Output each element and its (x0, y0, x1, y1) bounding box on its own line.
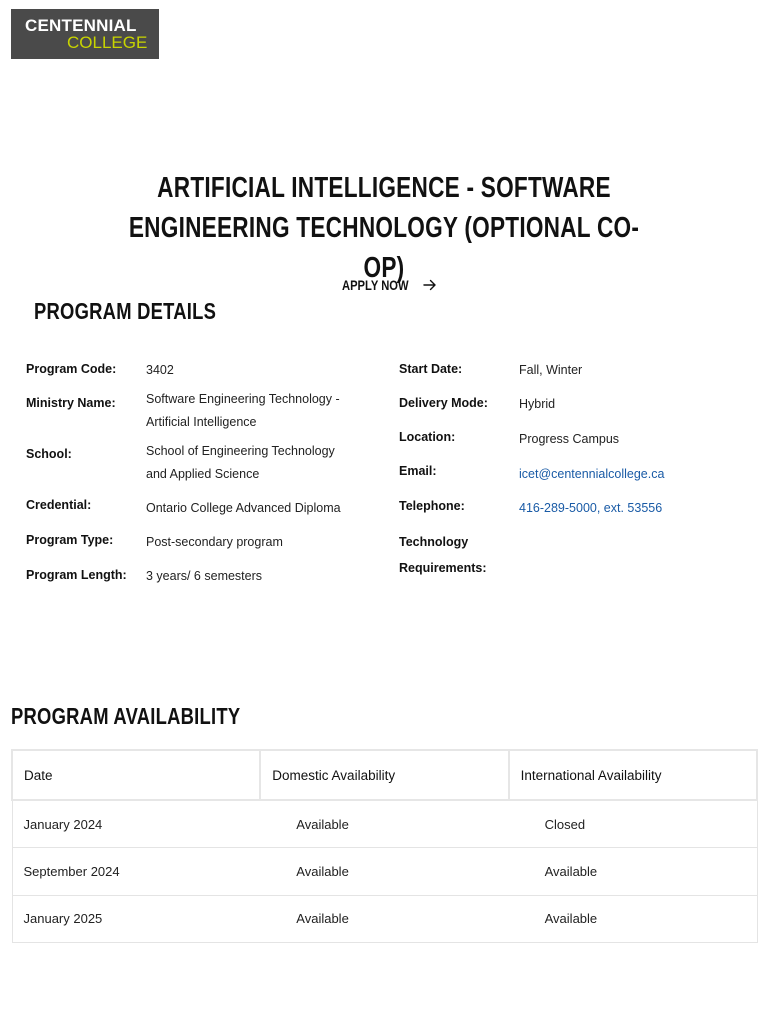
table-row (12, 800, 757, 848)
arrow-right-icon (423, 279, 437, 291)
date-cell: January 2025 (12, 895, 260, 943)
email-link[interactable]: icet@centennialcollege.ca (519, 467, 665, 481)
availability-table (11, 749, 758, 943)
delivery-mode-label: Delivery Mode: (399, 396, 488, 410)
program-availability-heading: PROGRAM AVAILABILITY (11, 703, 241, 729)
apply-now-link[interactable] (342, 277, 437, 293)
location-value: Progress Campus (519, 432, 620, 446)
page-title: ARTIFICIAL INTELLIGENCE - SOFTWARE ENGINEERING TECHNOLOGY (OPTIONAL CO-OP) (128, 172, 640, 284)
domestic-cell: Available (260, 800, 508, 848)
date-cell: September 2024 (12, 848, 260, 896)
technology-requirements-label: Technology Requirements: (399, 535, 487, 575)
telephone-link[interactable]: 416-289-5000, ext. 53556 (519, 501, 663, 515)
logo-line-2: COLLEGE (67, 33, 148, 52)
international-cell: Closed (509, 800, 757, 848)
domestic-cell: Available (260, 895, 508, 943)
program-code-value: 3402 (146, 363, 174, 377)
apply-now-label: APPLY NOW (342, 277, 409, 293)
program-code-label: Program Code: (26, 362, 117, 376)
table-row (12, 895, 757, 943)
school-label: School: (26, 447, 72, 461)
international-cell: Available (509, 895, 757, 943)
program-length-value: 3 years/ 6 semesters (146, 569, 263, 583)
ministry-name-label: Ministry Name: (26, 396, 116, 410)
credential-value: Ontario College Advanced Diploma (146, 501, 341, 515)
start-date-label: Start Date: (399, 362, 463, 376)
column-header-international: International Availability (509, 750, 757, 800)
logo-line-1: CENTENNIAL (25, 16, 137, 35)
location-label: Location: (399, 430, 456, 444)
column-header-date: Date (12, 750, 260, 800)
credential-label: Credential: (26, 498, 92, 512)
school-value: School of Engineering Technology and Applied Science (146, 444, 335, 481)
start-date-value: Fall, Winter (519, 363, 583, 377)
telephone-label: Telephone: (399, 499, 465, 513)
ministry-name-value: Software Engineering Technology - Artificial Intelligence (146, 392, 340, 429)
program-type-value: Post-secondary program (146, 535, 283, 549)
international-cell: Available (509, 848, 757, 896)
program-details-heading: PROGRAM DETAILS (34, 298, 217, 324)
domestic-cell: Available (260, 848, 508, 896)
table-header-row (12, 750, 757, 800)
email-label: Email: (399, 464, 437, 478)
program-type-label: Program Type: (26, 533, 114, 547)
program-length-label: Program Length: (26, 568, 127, 582)
college-logo[interactable] (11, 9, 159, 59)
column-header-domestic: Domestic Availability (260, 750, 508, 800)
date-cell: January 2024 (12, 800, 260, 848)
delivery-mode-value: Hybrid (519, 397, 556, 411)
table-row (12, 848, 757, 896)
